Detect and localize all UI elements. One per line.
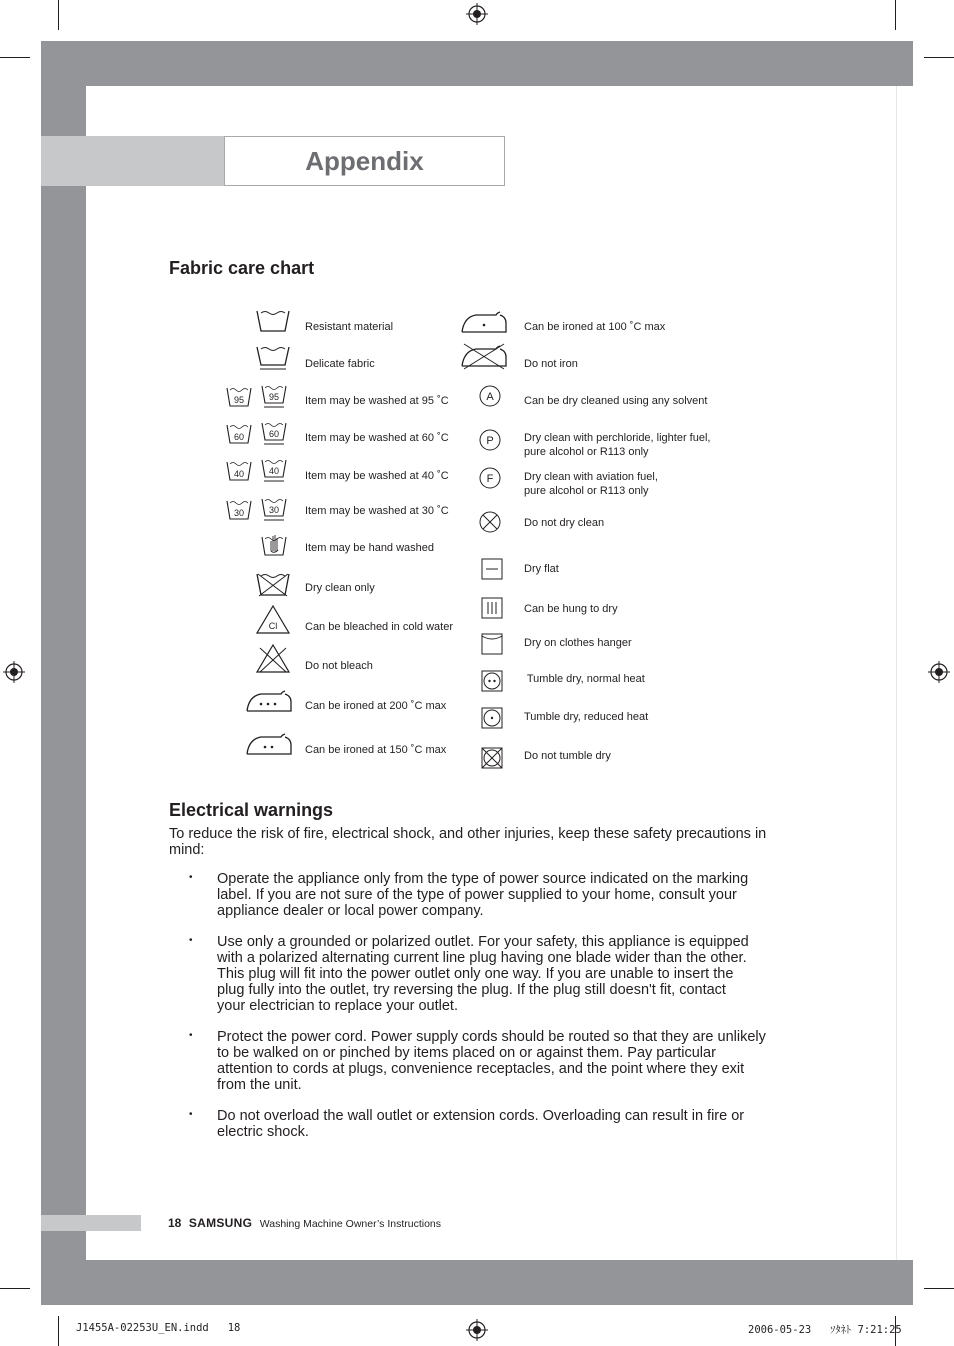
warning-line: This plug will fit into the power outlet only one way. If you are unable to insert the bbox=[217, 966, 734, 982]
warning-line: Do not overload the wall outlet or extension cords. Overloading can result in fire or bbox=[217, 1108, 745, 1124]
care-label-iron-150: Can be ironed at 150 ˚C max bbox=[305, 744, 447, 756]
warning-item bbox=[217, 871, 797, 919]
dry-flat-icon bbox=[481, 558, 503, 580]
care-label-dry-clean-f: Dry clean with aviation fuel, bbox=[524, 471, 658, 483]
page-frame-left bbox=[41, 86, 86, 1260]
care-label-wash-40: Item may be washed at 40 ˚C bbox=[305, 470, 449, 482]
dry-clean-any-solvent-icon bbox=[479, 385, 501, 407]
page-title: Appendix bbox=[305, 146, 424, 176]
brand-logo: SAMSUNG bbox=[188, 1216, 253, 1230]
warning-line: Operate the appliance only from the type of power source indicated on the marking bbox=[217, 871, 749, 887]
care-label-iron-100: Can be ironed at 100 ˚C max bbox=[524, 321, 666, 333]
crop-mark bbox=[0, 1288, 30, 1289]
crop-mark bbox=[58, 1316, 59, 1346]
wash-40-delicate-icon bbox=[261, 458, 287, 484]
footer-subtitle: Washing Machine Owner’s Instructions bbox=[259, 1218, 442, 1230]
dry-clean-mark: P bbox=[486, 435, 494, 447]
dry-clean-p-icon bbox=[479, 429, 501, 451]
wash-30-delicate-icon bbox=[261, 497, 287, 523]
care-label-delicate: Delicate fabric bbox=[305, 358, 375, 370]
bleach-cold-mark: Cl bbox=[268, 621, 278, 631]
do-not-tumble-dry-icon bbox=[481, 747, 503, 769]
wash-temp-label: 60 bbox=[268, 429, 280, 439]
care-label-bleach-cold: Can be bleached in cold water bbox=[305, 621, 453, 633]
registration-mark-icon bbox=[466, 1319, 488, 1341]
registration-mark-icon bbox=[928, 661, 950, 683]
iron-100-icon bbox=[460, 309, 508, 335]
electrical-intro-line: To reduce the risk of fire, electrical shock, and other injuries, keep these safety precautions in bbox=[169, 826, 767, 842]
wash-temp-label: 60 bbox=[233, 432, 245, 442]
bullet-marker: • bbox=[189, 1109, 193, 1120]
wash-temp-label: 30 bbox=[268, 505, 280, 515]
care-label-hand-wash: Item may be hand washed bbox=[305, 542, 435, 554]
warning-line: Protect the power cord. Power supply cords should be routed so that they are unlikely bbox=[217, 1029, 766, 1045]
dry-clean-f-icon bbox=[479, 467, 501, 489]
wash-40-icon bbox=[226, 460, 252, 482]
page-frame-right-line bbox=[896, 86, 897, 1260]
dry-clean-mark: F bbox=[486, 473, 494, 485]
warning-line: from the unit. bbox=[217, 1077, 302, 1093]
tumble-normal-heat-icon bbox=[481, 670, 503, 692]
care-label-tumble-normal: Tumble dry, normal heat bbox=[524, 673, 645, 685]
registration-mark-icon bbox=[3, 661, 25, 683]
dry-clean-only-icon bbox=[256, 572, 290, 598]
care-label-iron-200: Can be ironed at 200 ˚C max bbox=[305, 700, 447, 712]
crop-mark bbox=[58, 0, 59, 30]
warning-line: electric shock. bbox=[217, 1124, 309, 1140]
crop-mark bbox=[0, 57, 30, 58]
care-label-dry-clean-p-line2: pure alcohol or R113 only bbox=[524, 446, 649, 458]
warning-line: with a polarized alternating current line plug having one blade wider than the other. bbox=[217, 950, 747, 966]
electrical-intro-line: mind: bbox=[169, 842, 205, 858]
care-label-wash-30: Item may be washed at 30 ˚C bbox=[305, 505, 449, 517]
wash-temp-label: 95 bbox=[268, 392, 280, 402]
care-label-resistant: Resistant material bbox=[305, 321, 394, 333]
slug-filename: J1455A-02253U_EN.indd 18 bbox=[76, 1322, 241, 1334]
do-not-iron-icon bbox=[460, 342, 508, 370]
wash-tub-icon bbox=[256, 309, 290, 333]
care-label-clothes-hanger: Dry on clothes hanger bbox=[524, 637, 632, 649]
page-frame-bottom bbox=[41, 1260, 913, 1305]
footer-accent-bar bbox=[41, 1215, 141, 1231]
title-bar-accent bbox=[41, 136, 224, 186]
wash-30-icon bbox=[226, 499, 252, 521]
wash-temp-label: 95 bbox=[233, 395, 245, 405]
care-label-tumble-reduced: Tumble dry, reduced heat bbox=[524, 711, 649, 723]
tumble-reduced-heat-icon bbox=[481, 707, 503, 729]
care-label-wash-95: Item may be washed at 95 ˚C bbox=[305, 395, 449, 407]
slug-timestamp: 2006-05-23 ｿﾀﾈﾄ 7:21:25 bbox=[748, 1324, 902, 1336]
electrical-warnings-heading: Electrical warnings bbox=[169, 800, 334, 820]
registration-mark-icon bbox=[466, 3, 488, 25]
bullet-marker: • bbox=[189, 935, 193, 946]
wash-temp-label: 30 bbox=[233, 508, 245, 518]
hang-to-dry-icon bbox=[481, 597, 503, 619]
do-not-bleach-icon bbox=[256, 644, 290, 674]
crop-mark bbox=[924, 57, 954, 58]
care-label-wash-60: Item may be washed at 60 ˚C bbox=[305, 432, 449, 444]
care-label-hang-to-dry: Can be hung to dry bbox=[524, 603, 618, 615]
bleach-cold-icon bbox=[256, 605, 290, 635]
care-label-dry-flat: Dry flat bbox=[524, 563, 559, 575]
hand-wash-icon bbox=[261, 531, 287, 557]
dry-clean-mark: A bbox=[486, 391, 494, 403]
electrical-intro bbox=[169, 826, 789, 858]
warning-line: plug fully into the outlet, try reversing the plug. If the plug still doesn't fit, contact bbox=[217, 982, 726, 998]
bullet-marker: • bbox=[189, 872, 193, 883]
care-label-do-not-tumble: Do not tumble dry bbox=[524, 750, 611, 762]
page-footer bbox=[168, 1214, 441, 1232]
crop-mark bbox=[895, 0, 896, 30]
warning-line: your electrician to replace your outlet. bbox=[217, 998, 458, 1014]
do-not-dry-clean-icon bbox=[479, 511, 501, 533]
warning-item bbox=[217, 1029, 797, 1093]
care-label-do-not-bleach: Do not bleach bbox=[305, 660, 373, 672]
care-label-dry-clean-f-line2: pure alcohol or R113 only bbox=[524, 485, 649, 497]
clothes-hanger-icon bbox=[481, 633, 503, 655]
care-label-dry-clean-p: Dry clean with perchloride, lighter fuel, bbox=[524, 432, 711, 444]
fabric-care-heading: Fabric care chart bbox=[169, 258, 315, 278]
warning-item bbox=[217, 1108, 797, 1140]
iron-200-icon bbox=[245, 688, 293, 714]
page-frame-top bbox=[41, 41, 913, 86]
care-label-dry-clean-only: Dry clean only bbox=[305, 582, 375, 594]
bullet-marker: • bbox=[189, 1030, 193, 1041]
wash-temp-label: 40 bbox=[233, 469, 245, 479]
wash-tub-delicate-icon bbox=[256, 345, 290, 371]
wash-temp-label: 40 bbox=[268, 466, 280, 476]
wash-95-delicate-icon bbox=[261, 384, 287, 410]
wash-60-delicate-icon bbox=[261, 421, 287, 447]
wash-95-icon bbox=[226, 386, 252, 408]
crop-mark bbox=[924, 1288, 954, 1289]
warning-item bbox=[217, 934, 797, 1014]
warning-line: label. If you are not sure of the type of power supplied to your home, consult your bbox=[217, 887, 737, 903]
warning-line: to be walked on or pinched by items placed on or against them. Pay particular bbox=[217, 1045, 716, 1061]
care-label-dry-clean-any: Can be dry cleaned using any solvent bbox=[524, 395, 708, 407]
warning-line: Use only a grounded or polarized outlet. For your safety, this appliance is equipped bbox=[217, 934, 749, 950]
iron-150-icon bbox=[245, 731, 293, 757]
care-label-do-not-iron: Do not iron bbox=[524, 358, 578, 370]
care-label-do-not-dry-clean: Do not dry clean bbox=[524, 517, 605, 529]
wash-60-icon bbox=[226, 423, 252, 445]
warning-line: appliance dealer or local power company. bbox=[217, 903, 484, 919]
page-number: 18 bbox=[168, 1216, 182, 1230]
warning-line: attention to cords at plugs, convenience receptacles, and the point where they exit bbox=[217, 1061, 745, 1077]
